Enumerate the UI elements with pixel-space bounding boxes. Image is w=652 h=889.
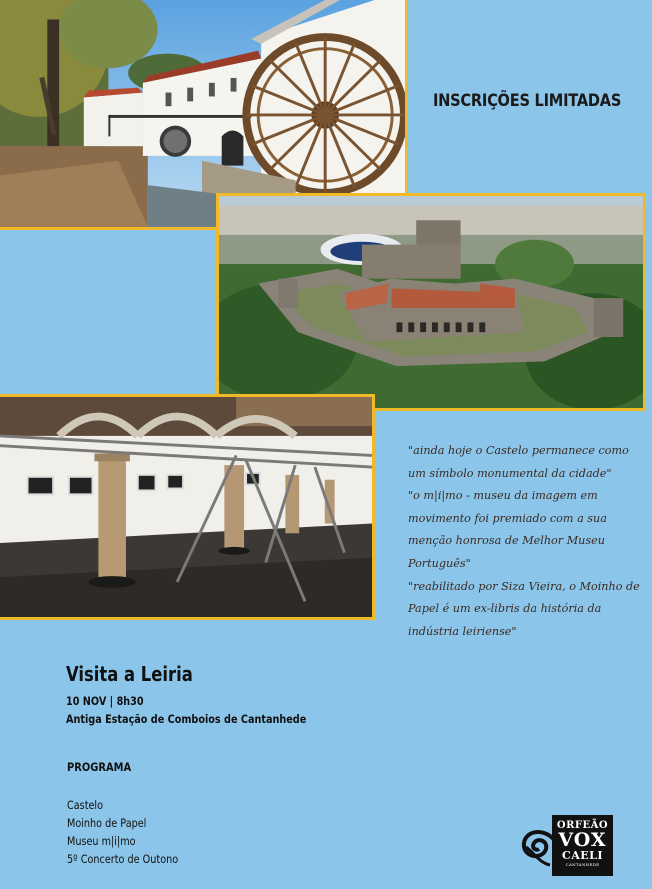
logo-line-caeli: CAELI [561,849,604,862]
program-item: Castelo [67,798,104,812]
program-item: Moinho de Papel [67,816,147,830]
event-meeting-point: Antiga Estação de Comboios de Cantanhede [66,712,307,726]
castle-photo [216,193,646,411]
quote-museum: "o m|i|mo - museu da imagem em movimento foi premiado com a sua menção honrosa de Melhor Museu Português" [408,489,607,570]
orfeao-vox-caeli-logo [520,815,613,876]
quote-paper-mill: "reabilitado por Siza Vieira, o Moinho de Papel é um ex-libris da história da indústria leiriense" [408,579,640,638]
logo-line-cantanhede: CANTANHEDE [565,862,600,867]
program-item: Museu m|i|mo [67,834,136,848]
event-info [66,662,352,726]
program-item: 5º Concerto de Outono [67,852,179,866]
event-date-time: 10 NOV | 8h30 [66,694,144,708]
program-title: PROGRAMA [67,760,132,774]
program-list [67,796,199,868]
event-title: Visita a Leiria [66,662,193,686]
quote-castle: "ainda hoje o Castelo permanece como um símbolo monumental da cidade" [408,444,629,480]
museum-interior-photo [0,394,375,620]
logo-line-vox: VOX [558,829,607,851]
program-section [67,760,199,868]
logo-line-orfeao: ORFEÃO [556,820,609,831]
quotes-block [408,440,644,643]
limited-registration-heading: INSCRIÇÕES LIMITADAS [433,91,622,111]
logo-box [552,815,613,876]
